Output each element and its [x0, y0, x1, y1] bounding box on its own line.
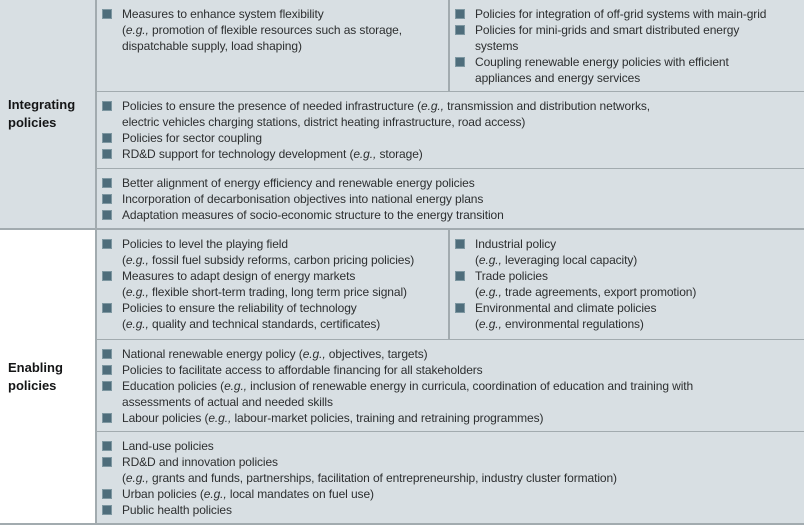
policy-item-line: (e.g., promotion of flexible resources such as storage, — [122, 23, 402, 37]
bullet-square-icon — [102, 210, 112, 220]
policy-cell — [97, 432, 804, 523]
row-group-label-integrating — [0, 0, 97, 228]
enabling-policies-content — [97, 230, 804, 523]
bullet-square-icon — [102, 239, 112, 249]
policy-item-line: Incorporation of decarbonisation objectives into national energy plans — [102, 191, 799, 207]
policy-item-line: Better alignment of energy efficiency and renewable energy policies — [102, 175, 799, 191]
policy-row — [97, 230, 804, 339]
policy-cell — [97, 230, 448, 339]
policy-item-line: Policies to level the playing field — [102, 236, 443, 252]
row-group-label-text: Enabling policies — [8, 359, 63, 393]
bullet-square-icon — [102, 101, 112, 111]
policy-item-line: (e.g., grants and funds, partnerships, facilitation of entrepreneurship, industry cluster formation) — [122, 471, 617, 485]
row-group-integrating — [0, 0, 804, 228]
bullet-square-icon — [455, 9, 465, 19]
policy-row — [97, 91, 804, 168]
policy-item-line: (e.g., fossil fuel subsidy reforms, carbon pricing policies) — [122, 253, 415, 267]
bullet-square-icon — [102, 413, 112, 423]
policy-item-line: Trade policies — [455, 268, 799, 284]
policy-item-line: appliances and energy services — [475, 71, 641, 85]
policy-item-line: Education policies (e.g., inclusion of renewable energy in curricula, coordination of education and training with — [102, 378, 799, 394]
policy-item-line: Policies for sector coupling — [102, 130, 799, 146]
policy-cell — [97, 92, 804, 168]
policy-row — [97, 0, 804, 91]
policy-item-line: Public health policies — [102, 502, 799, 518]
bullet-square-icon — [102, 194, 112, 204]
policy-item-line: (e.g., environmental regulations) — [475, 317, 644, 331]
bullet-square-icon — [455, 271, 465, 281]
integrating-policies-content — [97, 0, 804, 228]
policy-item-line: (e.g., leveraging local capacity) — [475, 253, 638, 267]
bullet-square-icon — [455, 239, 465, 249]
policy-item-line: (e.g., flexible short-term trading, long term price signal) — [122, 285, 407, 299]
bullet-square-icon — [102, 489, 112, 499]
policy-cell — [97, 169, 804, 228]
bullet-square-icon — [102, 349, 112, 359]
policy-item-line: Measures to adapt design of energy markets — [102, 268, 443, 284]
policy-item-line: systems — [475, 39, 519, 53]
policy-row — [97, 339, 804, 431]
bullet-square-icon — [102, 271, 112, 281]
policy-item-line: assessments of actual and needed skills — [122, 395, 333, 409]
policy-cell — [97, 340, 804, 431]
policy-cell — [448, 0, 804, 91]
row-group-enabling — [0, 228, 804, 523]
policy-item-line: (e.g., trade agreements, export promotion) — [475, 285, 697, 299]
policy-item-line: Industrial policy — [455, 236, 799, 252]
policy-item-line: Policies to facilitate access to affordable financing for all stakeholders — [102, 362, 799, 378]
policy-item-line: National renewable energy policy (e.g., objectives, targets) — [102, 346, 799, 362]
policy-row — [97, 168, 804, 228]
bullet-square-icon — [455, 57, 465, 67]
policy-item-line: RD&D support for technology development (e.g., storage) — [102, 146, 799, 162]
bullet-square-icon — [102, 133, 112, 143]
bullet-square-icon — [102, 178, 112, 188]
policy-item-line: dispatchable supply, load shaping) — [122, 39, 302, 53]
bullet-square-icon — [102, 457, 112, 467]
bullet-square-icon — [102, 365, 112, 375]
policy-cell — [448, 230, 804, 339]
policy-item-line: Environmental and climate policies — [455, 300, 799, 316]
row-group-label-enabling — [0, 230, 97, 523]
bullet-square-icon — [102, 149, 112, 159]
policy-cell — [97, 0, 448, 91]
policy-item-line: Policies to ensure the reliability of technology — [102, 300, 443, 316]
policy-item-line: Policies for mini-grids and smart distributed energy — [455, 22, 799, 38]
bullet-square-icon — [455, 303, 465, 313]
policy-item-line: Policies to ensure the presence of needed infrastructure (e.g., transmission and distribution networks, — [102, 98, 799, 114]
bullet-square-icon — [455, 25, 465, 35]
policy-item-line: Coupling renewable energy policies with efficient — [455, 54, 799, 70]
policy-item-line: (e.g., quality and technical standards, certificates) — [122, 317, 381, 331]
bullet-square-icon — [102, 441, 112, 451]
bullet-square-icon — [102, 9, 112, 19]
policy-item-line: Labour policies (e.g., labour-market policies, training and retraining programmes) — [102, 410, 799, 426]
policy-item-line: Policies for integration of off-grid systems with main-grid — [455, 6, 799, 22]
policy-item-line: Adaptation measures of socio-economic structure to the energy transition — [102, 207, 799, 223]
policy-item-line: Urban policies (e.g., local mandates on fuel use) — [102, 486, 799, 502]
policy-item-line: Land-use policies — [102, 438, 799, 454]
policy-item-line: RD&D and innovation policies — [102, 454, 799, 470]
bullet-square-icon — [102, 505, 112, 515]
bullet-square-icon — [102, 303, 112, 313]
policy-item-line: Measures to enhance system flexibility — [102, 6, 443, 22]
policy-item-line: electric vehicles charging stations, district heating infrastructure, road access) — [122, 115, 526, 129]
policy-row — [97, 431, 804, 523]
row-group-label-text: Integrating policies — [8, 97, 76, 130]
bullet-square-icon — [102, 381, 112, 391]
